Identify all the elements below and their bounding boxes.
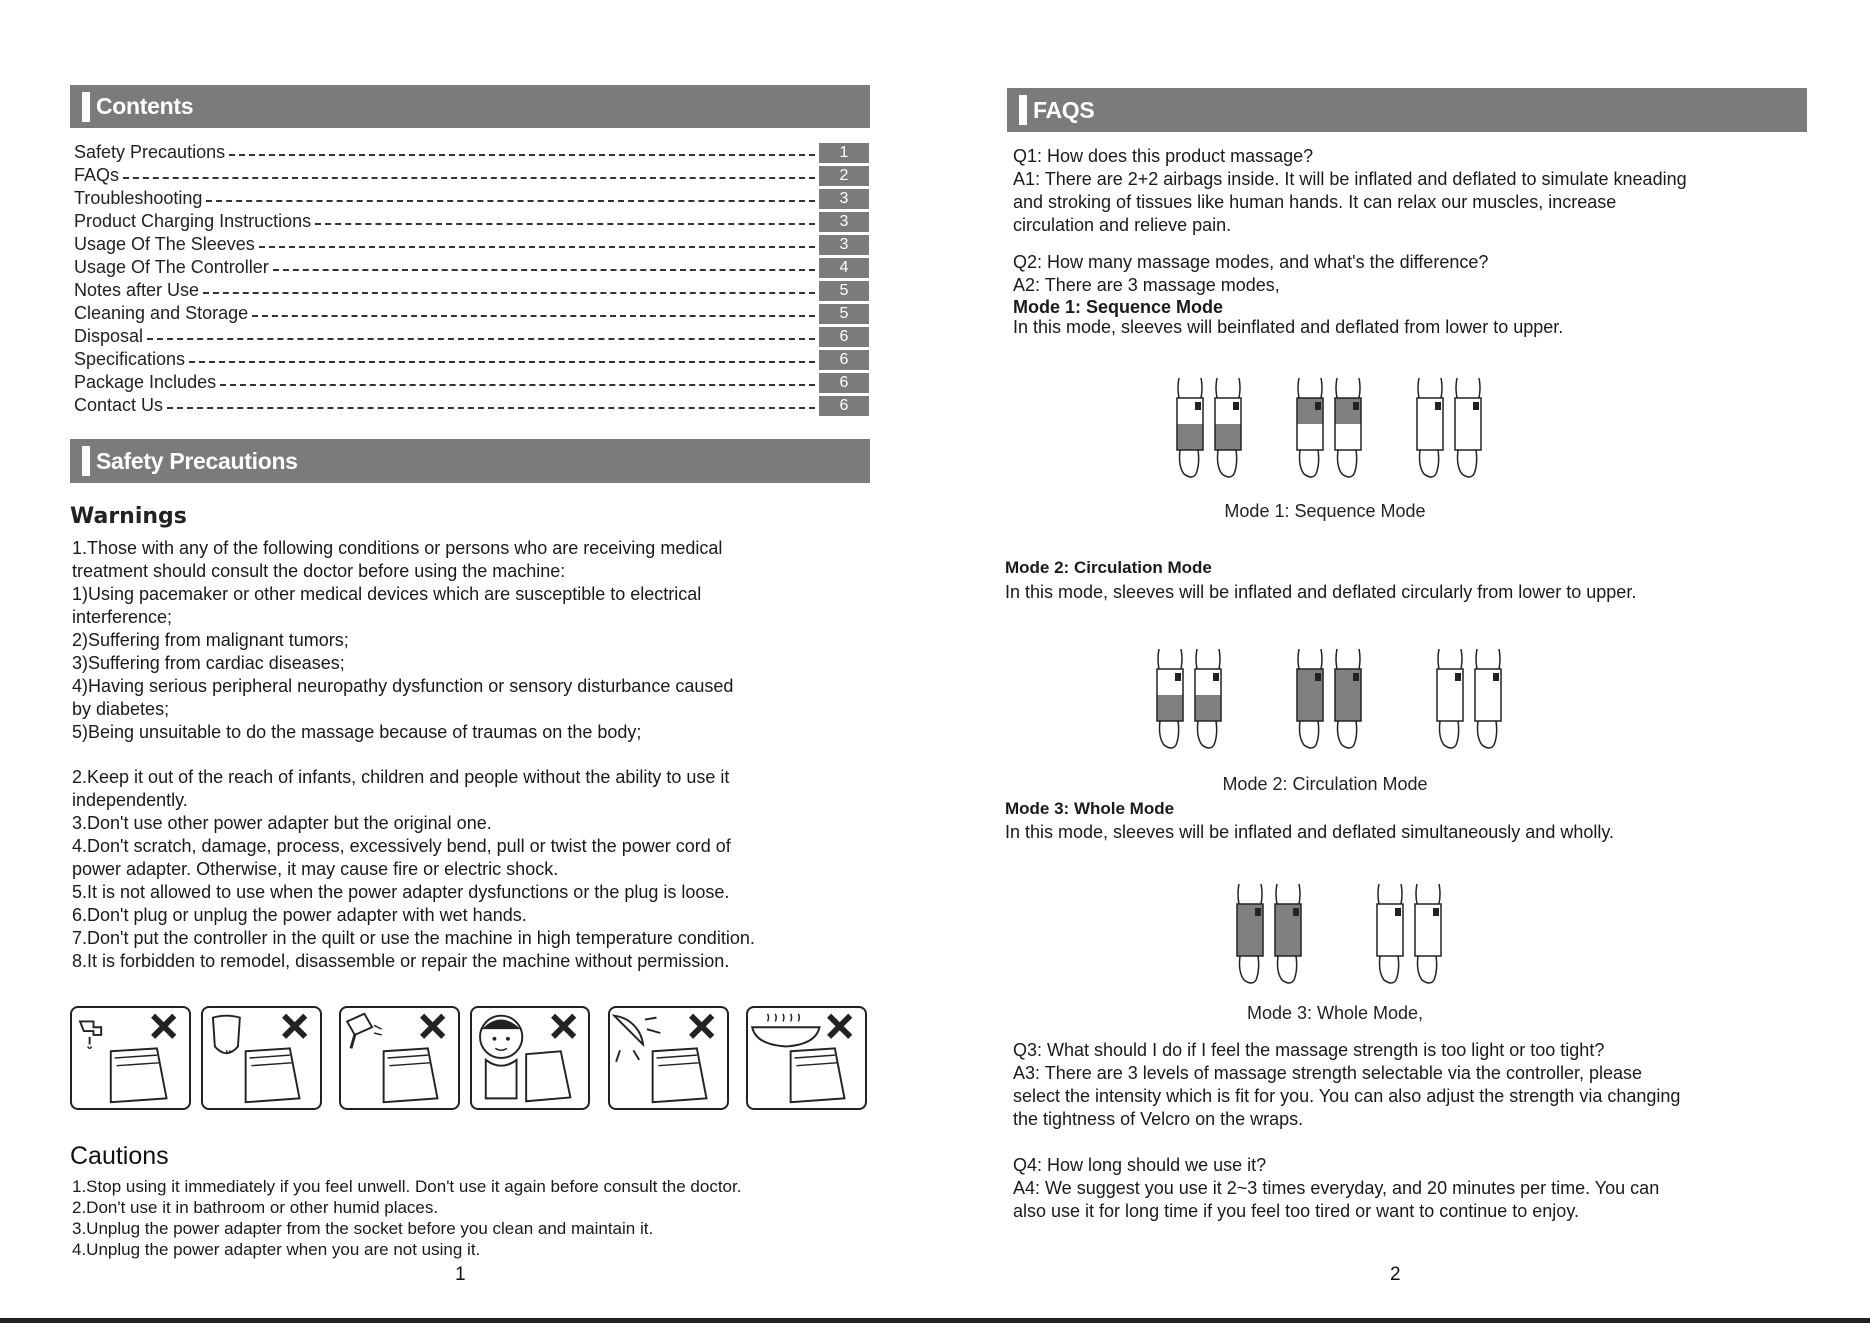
warning-line: by diabetes; <box>72 699 170 719</box>
toc-label: Cleaning and Storage <box>74 303 249 323</box>
leg-sleeve <box>1455 378 1481 477</box>
leg-sleeve <box>1475 649 1501 748</box>
page-right <box>935 0 1870 1323</box>
no-liquid-bottle-icon <box>201 1006 322 1110</box>
faq-line: Q4: How long should we use it? <box>1013 1155 1267 1175</box>
mode2-title: Mode 2: Circulation Mode <box>1005 558 1212 577</box>
toc-page-number: 5 <box>819 304 869 324</box>
mode2-circulation-illustration <box>1145 649 1505 754</box>
warning-line: 5)Being unsuitable to do the massage because of traumas on the body; <box>72 722 642 742</box>
toc-page-number: 3 <box>819 189 869 209</box>
safety-precautions-title: Safety Precautions <box>96 447 298 474</box>
warning-line: 5.It is not allowed to use when the power adapter dysfunctions or the plug is loose. <box>72 882 730 902</box>
faqs-header <box>1007 88 1807 132</box>
faq-q2 <box>1013 251 1488 297</box>
toc-label: Usage Of The Sleeves <box>74 234 255 254</box>
page-number-right: 2 <box>1390 1264 1401 1285</box>
page-number-left: 1 <box>455 1264 466 1285</box>
warning-line: 1)Using pacemaker or other medical devices which are susceptible to electrical <box>72 584 702 604</box>
warnings-heading: Warnings <box>70 504 187 529</box>
faq-line: A3: There are 3 levels of massage strength selectable via the controller, please <box>1013 1063 1643 1083</box>
cautions-list <box>72 1176 741 1260</box>
toc-page-number: 1 <box>819 143 869 163</box>
toc-page-number: 6 <box>819 327 869 347</box>
toc-leader <box>206 200 815 202</box>
warning-line: 1.Those with any of the following conditions or persons who are receiving medical <box>72 538 723 558</box>
leg-sleeve <box>1297 649 1323 748</box>
toc-page-number: 6 <box>819 373 869 393</box>
leg-sleeve <box>1297 378 1323 477</box>
warnings-list-continued <box>72 766 755 973</box>
faqs-title: FAQS <box>1033 96 1095 123</box>
toc-label: Notes after Use <box>74 280 200 300</box>
faq-q3 <box>1013 1039 1680 1131</box>
faq-line: also use it for long time if you feel too tired or want to continue to enjoy. <box>1013 1201 1579 1221</box>
contents-header <box>70 85 870 128</box>
toc-row[interactable] <box>74 141 869 164</box>
leg-sleeve <box>1335 378 1361 477</box>
mode2-description: In this mode, sleeves will be inflated and deflated circularly from lower to upper. <box>1005 582 1637 602</box>
leg-sleeve <box>1415 884 1441 983</box>
toc-row[interactable] <box>74 302 869 325</box>
toc-page-number: 2 <box>819 166 869 186</box>
toc-row[interactable] <box>74 325 869 348</box>
caution-line: 3.Unplug the power adapter from the socket before you clean and maintain it. <box>72 1219 654 1238</box>
faq-line: A4: We suggest you use it 2~3 times everyday, and 20 minutes per time. You can <box>1013 1178 1660 1198</box>
faq-line: Q3: What should I do if I feel the massage strength is too light or too tight? <box>1013 1040 1605 1060</box>
mode3-whole-illustration <box>1225 884 1445 989</box>
warning-line: 3.Don't use other power adapter but the original one. <box>72 813 492 833</box>
toc-page-number: 3 <box>819 235 869 255</box>
toc-page-number: 3 <box>819 212 869 232</box>
toc-page-number: 4 <box>819 258 869 278</box>
warning-line: 8.It is forbidden to remodel, disassemble or repair the machine without permission. <box>72 951 730 971</box>
toc-leader <box>189 361 815 363</box>
toc-leader <box>123 177 815 179</box>
toc-page-number: 6 <box>819 396 869 416</box>
warning-line: 2.Keep it out of the reach of infants, children and people without the ability to use it <box>72 767 730 787</box>
leg-sleeve <box>1377 884 1403 983</box>
caution-line: 1.Stop using it immediately if you feel unwell. Don't use it again before consult the doctor. <box>72 1177 742 1196</box>
toc-row[interactable] <box>74 164 869 187</box>
warning-line: 4)Having serious peripheral neuropathy dysfunction or sensory disturbance caused <box>72 676 734 696</box>
leg-sleeve <box>1275 884 1301 983</box>
toc-leader <box>167 407 815 409</box>
toc-label: FAQs <box>74 165 120 185</box>
leg-sleeve <box>1437 649 1463 748</box>
no-water-tap-icon <box>70 1006 191 1110</box>
warning-line: treatment should consult the doctor before using the machine: <box>72 561 566 581</box>
warnings-list <box>72 537 733 744</box>
leg-sleeve <box>1417 378 1443 477</box>
toc-leader <box>229 154 815 156</box>
toc-page-number: 6 <box>819 350 869 370</box>
faq-line: the tightness of Velcro on the wraps. <box>1013 1109 1304 1129</box>
leg-sleeve <box>1177 378 1203 477</box>
caution-line: 4.Unplug the power adapter when you are not using it. <box>72 1240 481 1259</box>
toc-leader <box>147 338 815 340</box>
warning-line: independently. <box>72 790 188 810</box>
warning-line: 3)Suffering from cardiac diseases; <box>72 653 345 673</box>
leg-sleeve <box>1335 649 1361 748</box>
toc-row[interactable] <box>74 233 869 256</box>
warning-line: 7.Don't put the controller in the quilt or use the machine in high temperature condition. <box>72 928 755 948</box>
no-hair-dryer-icon <box>339 1006 460 1110</box>
warning-line: power adapter. Otherwise, it may cause fire or electric shock. <box>72 859 559 879</box>
faq-line: A2: There are 3 massage modes, <box>1013 275 1280 295</box>
toc-page-number: 5 <box>819 281 869 301</box>
toc-label: Package Includes <box>74 372 217 392</box>
toc-row[interactable] <box>74 371 869 394</box>
warning-line: 4.Don't scratch, damage, process, excessively bend, pull or twist the power cord of <box>72 836 731 856</box>
toc-label: Troubleshooting <box>74 188 203 208</box>
table-of-contents <box>74 141 869 417</box>
faq-line: Q2: How many massage modes, and what's the difference? <box>1013 252 1489 272</box>
mode1-sequence-illustration <box>1165 378 1485 483</box>
leg-sleeve <box>1157 649 1183 748</box>
faq-q4 <box>1013 1154 1659 1223</box>
leg-sleeve <box>1237 884 1263 983</box>
mode3-description: In this mode, sleeves will be inflated and deflated simultaneously and wholly. <box>1005 822 1615 842</box>
leg-sleeve <box>1195 649 1221 748</box>
toc-leader <box>315 223 815 225</box>
mode1-caption: Mode 1: Sequence Mode <box>1224 501 1426 521</box>
mode2-caption: Mode 2: Circulation Mode <box>1222 774 1428 794</box>
contents-title: Contents <box>96 93 194 119</box>
no-sun-heat-icon <box>608 1006 729 1110</box>
toc-label: Safety Precautions <box>74 142 226 162</box>
mode1-title: Mode 1: Sequence Mode <box>1013 297 1224 317</box>
toc-label: Usage Of The Controller <box>74 257 269 277</box>
no-bathtub-icon <box>746 1006 867 1110</box>
toc-label: Contact Us <box>74 395 164 415</box>
toc-row[interactable] <box>74 210 869 233</box>
safety-precautions-header <box>70 439 870 483</box>
toc-leader <box>259 246 815 248</box>
bottom-rule <box>0 1318 1870 1323</box>
no-children-icon <box>470 1006 590 1110</box>
faq-line: Q1: How does this product massage? <box>1013 146 1314 166</box>
faq-q1 <box>1013 145 1687 237</box>
caution-line: 2.Don't use it in bathroom or other humid places. <box>72 1198 439 1217</box>
toc-leader <box>203 292 815 294</box>
faq-line: and stroking of tissues like human hands. It can relax our muscles, increase <box>1013 192 1617 212</box>
faq-line: circulation and relieve pain. <box>1013 215 1232 235</box>
toc-row[interactable] <box>74 279 869 302</box>
faq-line: select the intensity which is fit for you. You can also adjust the strength via changing <box>1013 1086 1681 1106</box>
toc-label: Specifications <box>74 349 186 369</box>
warning-line: interference; <box>72 607 173 627</box>
toc-row[interactable] <box>74 256 869 279</box>
leg-sleeve <box>1215 378 1241 477</box>
toc-row[interactable] <box>74 394 869 417</box>
faq-line: A1: There are 2+2 airbags inside. It will be inflated and deflated to simulate kneading <box>1013 169 1687 189</box>
toc-leader <box>252 315 815 317</box>
toc-leader <box>220 384 815 386</box>
mode1-description: In this mode, sleeves will beinflated and deflated from lower to upper. <box>1013 317 1564 337</box>
toc-leader <box>273 269 815 271</box>
mode3-title: Mode 3: Whole Mode <box>1005 799 1175 818</box>
toc-label: Product Charging Instructions <box>74 211 312 231</box>
toc-row[interactable] <box>74 187 869 210</box>
toc-row[interactable] <box>74 348 869 371</box>
warning-line: 6.Don't plug or unplug the power adapter with wet hands. <box>72 905 527 925</box>
toc-label: Disposal <box>74 326 144 346</box>
mode3-caption: Mode 3: Whole Mode, <box>1246 1003 1424 1023</box>
cautions-heading: Cautions <box>70 1142 169 1170</box>
warning-line: 2)Suffering from malignant tumors; <box>72 630 349 650</box>
